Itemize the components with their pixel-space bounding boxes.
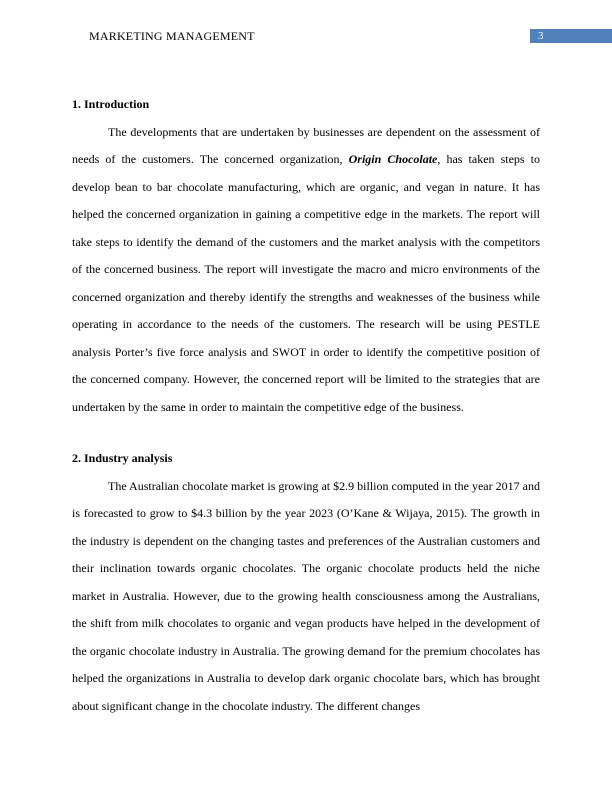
company-name-emphasis: Origin Chocolate [348,152,438,166]
introduction-text-part-1: The developments that are undertaken by businesses are dependent on the assessment of needs of the customers. The concerned organization, [72,124,540,166]
page-number: 3 [538,30,544,42]
introduction-text-part-2: , has taken steps to develop bean to bar chocolate manufacturing, which are organic, and vegan in nature. It has helped the concerned organization in gaining a competitive edge in the markets. The report will take steps to identify the demand of the customers and the market analysis with the competitors of the concerned business. The report will investigate the macro and micro environments of the concerned organization and thereby identify the strengths and weaknesses of the business while operating in accordance to the needs of the customers. The research will be using PESTLE analysis Porter’s five force analysis and SWOT in order to identify the competitive position of the concerned company. However, the concerned report will be limited to the strategies that are undertaken by the same in order to maintain the competitive edge of the business. [72,152,540,414]
section-industry-analysis [72,445,540,720]
running-header-title: MARKETING MANAGEMENT [89,29,255,43]
page-number-badge [530,29,612,43]
introduction-paragraph [72,119,540,422]
document-body [72,91,540,720]
section-heading-introduction: 1. Introduction [72,97,150,111]
section-spacer [72,421,540,445]
industry-analysis-paragraph: The Australian chocolate market is growing at $2.9 billion computed in the year 2017 and is forecasted to grow to $4.3 billion by the year 2023 (O’Kane & Wijaya, 2015). The growth in the industry is dependent on the changing tastes and preferences of the Australian customers and their inclination towards organic chocolates. The organic chocolate products held the niche market in Australia. However, due to the growing health consciousness among the Australians, the shift from milk chocolates to organic and vegan products have helped in the development of the organic chocolate industry in Australia. The growing demand for the premium chocolates has helped the organizations in Australia to develop dark organic chocolate bars, which has brought about significant change in the chocolate industry. The different changes [72,478,540,713]
section-introduction [72,91,540,421]
section-heading-industry-analysis: 2. Industry analysis [72,451,173,465]
